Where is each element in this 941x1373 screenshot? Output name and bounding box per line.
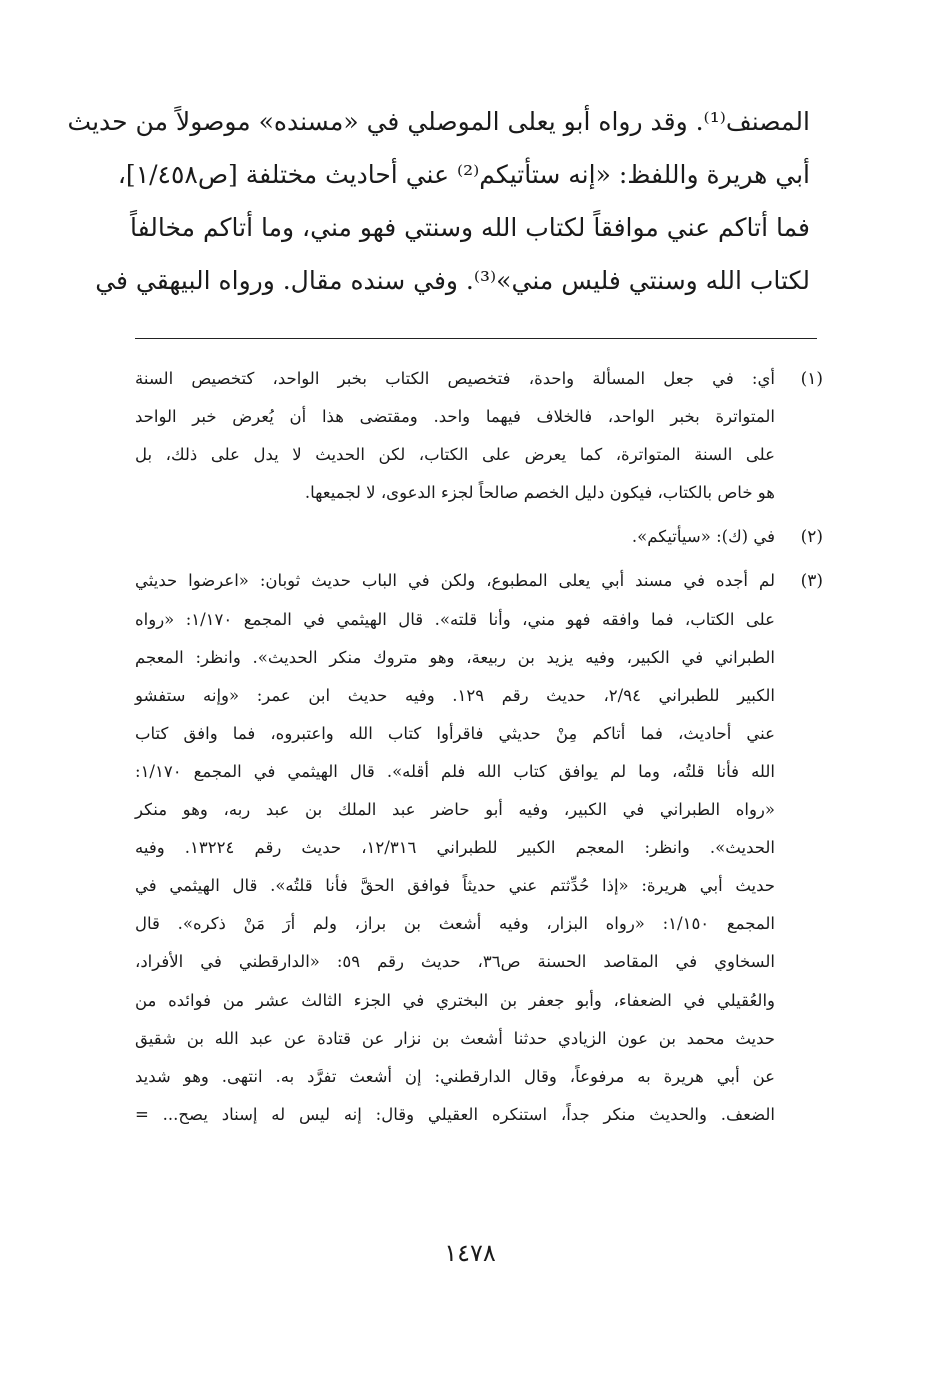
footnote-number: (٢) <box>800 527 823 548</box>
footnote-line: في (ك): «سيأتيكم». <box>631 527 775 547</box>
footnote-line: حديث أبي هريرة: «إذا حُدِّثتم عني حديثاً فوافق الحقَّ فأنا قلتُه». قال الهيثمي في <box>135 876 775 896</box>
footnote-line: على الكتاب، فما وافقه فهو مني، وأنا قلته». قال الهيثمي في المجمع ١/١٧٠: «رواه <box>135 609 775 629</box>
footnote-line: المتواترة بخبر الواحد، فالخلاف فيهما واحد. ومقتضى هذا أن يُعرض خبر الواحد <box>135 407 775 427</box>
footnote-line: والعُقيلي في الضعفاء، وأبو جعفر بن البختري في الجزء الثالث عشر من فوائده من <box>135 990 775 1010</box>
footnotes <box>135 360 823 1134</box>
page-number: ١٤٧٨ <box>444 1239 496 1267</box>
footnote-3 <box>135 562 823 1133</box>
footnote-divider <box>135 338 817 339</box>
footnote-2 <box>135 518 823 556</box>
main-text <box>67 95 810 307</box>
footnote-line: على السنة المتواترة، كما يعرض على الكتاب، لكن الحديث لا يدل على ذلك، بل <box>135 445 775 465</box>
footnote-1 <box>135 360 823 512</box>
footnote-number: (٣) <box>800 571 823 592</box>
footnote-line: الكبير للطبراني ٢/٩٤، حديث رقم ١٢٩. وفيه حديث ابن عمر: «وإنه ستفشو <box>135 685 775 705</box>
main-text-line: المصنف⁽¹⁾. وقد رواه أبو يعلى الموصلي في «مسنده» موصولاً من حديث <box>67 107 810 136</box>
footnote-line: عن أبي هريرة به مرفوعاً، وقال الدارقطني: إن أشعث تفرَّد به. انتهى. وهو شديد <box>135 1066 775 1086</box>
footnote-line: لم أجده في مسند أبي يعلى المطبوع، ولكن في الباب حديث ثوبان: «اعرضوا حديثي <box>135 571 775 591</box>
footnote-line: الطبراني في الكبير، وفيه يزيد بن ربيعة، وهو متروك منكر الحديث». وانظر: المعجم <box>135 647 775 667</box>
footnote-line: الضعف. والحديث منكر جداً، استنكره العقيلي وقال: إنه ليس له إسناد يصح... = <box>135 1104 775 1124</box>
footnote-line: الحديث». وانظر: المعجم الكبير للطبراني ١٢/٣١٦، حديث رقم ١٣٢٢٤. وفيه <box>135 838 775 858</box>
footnote-line: عني أحاديث، فما أتاكم مِنْ حديثي فاقرأوا كتاب الله واعتبروه، فما وافق كتاب <box>135 723 775 743</box>
footnote-line: «رواه الطبراني في الكبير، وفيه أبو حاضر عبد الملك بن عبد ربه، وهو منكر <box>135 800 775 820</box>
footnote-line: حديث محمد بن عون الزيادي حدثنا أشعث بن نزار عن قتادة عن عبد الله بن شقيق <box>135 1028 775 1048</box>
footnote-line: هو خاص بالكتاب، فيكون دليل الخصم صالحاً لجزء الدعوى، لا لجميعها. <box>304 483 775 503</box>
footnote-line: المجمع ١/١٥٠: «رواه البزار، وفيه أشعث بن براز، ولم أرَ مَنْ ذكره». قال <box>135 914 775 934</box>
main-text-line: أبي هريرة واللفظ: «إنه ستأتيكم⁽²⁾ عني أحاديث مختلفة [ص١/٤٥٨]، <box>117 160 810 189</box>
footnote-line: الله فأنا قلتُه، وما لم يوافق كتاب الله فلم أقله». قال الهيثمي في المجمع ١/١٧٠: <box>135 761 775 781</box>
main-text-line: لكتاب الله وسنتي فليس مني»⁽³⁾. وفي سنده مقال. ورواه البيهقي في <box>95 266 810 295</box>
footnote-line: السخاوي في المقاصد الحسنة ص٣٦، حديث رقم ٥٩: «الدارقطني في الأفراد، <box>135 952 775 972</box>
footnote-number: (١) <box>800 369 823 389</box>
main-text-line: فما أتاكم عني موافقاً لكتاب الله وسنتي فهو مني، وما أتاكم مخالفاً <box>130 213 810 242</box>
footnote-line: أي: في جعل المسألة واحدة، فتخصيص الكتاب بخبر الواحد، كتخصيص السنة <box>135 369 775 388</box>
